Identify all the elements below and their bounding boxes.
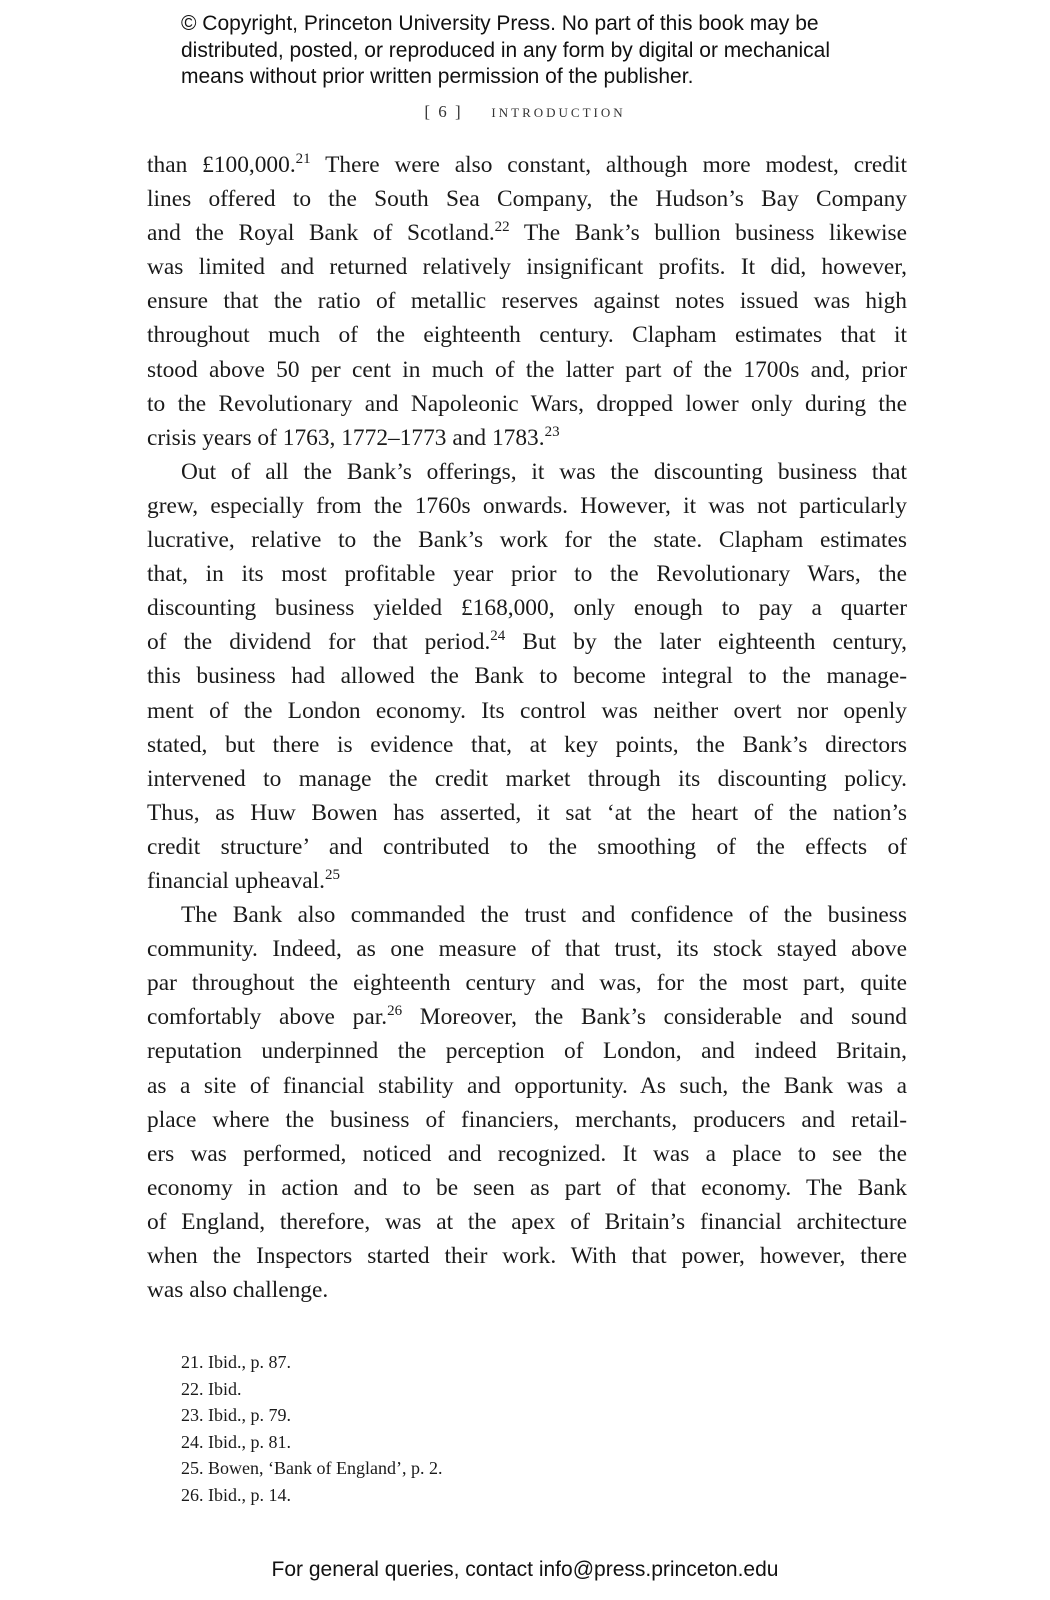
text-line: intervened to manage the credit market through its discounting policy. xyxy=(147,765,907,792)
text-line: The Bank also commanded the trust and confidence of the business xyxy=(181,902,907,929)
paragraph xyxy=(147,148,907,455)
text-line: than £100,000.21 There were also constant, although more modest, credit xyxy=(147,151,907,178)
text-line: when the Inspectors started their work. With that power, however, there xyxy=(147,1243,907,1269)
footnote-ref: 26 xyxy=(387,1003,403,1020)
paragraph xyxy=(147,455,907,898)
text-line: as a site of financial stability and opportunity. As such, the Bank was a xyxy=(147,1072,907,1099)
text-line: grew, especially from the 1760s onwards. However, it was not particularly xyxy=(147,492,907,519)
text-line: that, in its most profitable year prior to the Revolutionary Wars, the xyxy=(147,561,907,588)
text-line: and the Royal Bank of Scotland.$^{22}$ The Bank’s bullion business likewise xyxy=(147,219,907,247)
copyright-line: distributed, posted, or reproduced in any form by digital or mechanical xyxy=(181,38,831,62)
text-line: lines offered to the South Sea Company, the Hudson’s Bay Company xyxy=(147,186,907,213)
footnote-ref: 23 xyxy=(544,423,560,440)
footer-contact: For general queries, contact info@press.princeton.edu xyxy=(271,1558,779,1581)
text-line: of the dividend for that period.$^{24}$ But by the later eighteenth century, xyxy=(147,628,907,656)
text-line: to the Revolutionary and Napoleonic Wars, dropped lower only during the xyxy=(147,390,907,417)
text-line: discounting business yielded £168,000, only enough to pay a quarter xyxy=(147,595,907,622)
text-line: comfortably above par.$^{26}$ Moreover, the Bank’s considerable and sound xyxy=(147,1003,907,1031)
text-line: this business had allowed the Bank to become integral to the manage- xyxy=(147,663,907,690)
footnote: 25. Bowen, ‘Bank of England’, p. 2. xyxy=(181,1458,443,1479)
footnote-ref: 24 xyxy=(490,628,506,645)
text-line: was also challenge. xyxy=(147,1277,329,1304)
text-line: stood above 50 per cent in much of the latter part of the 1700s and, prior xyxy=(147,356,907,383)
text-line: was limited and returned relatively insignificant profits. It did, however, xyxy=(147,254,907,281)
copyright-notice xyxy=(181,11,901,91)
footnotes xyxy=(181,1349,781,1509)
running-head xyxy=(0,101,1050,123)
body-text xyxy=(147,148,907,1307)
footnote: 26. Ibid., p. 14. xyxy=(181,1484,291,1505)
text-line: place where the business of financiers, merchants, producers and retail- xyxy=(147,1106,907,1133)
footnote-ref: 25 xyxy=(324,866,340,883)
text-line: stated, but there is evidence that, at key points, the Bank’s directors xyxy=(147,731,907,758)
page-number: [ 6 ] xyxy=(424,102,463,121)
text-line: ment of the London economy. Its control was neither overt nor openly xyxy=(147,697,907,724)
text-line: throughout much of the eighteenth century. Clapham estimates that it xyxy=(147,322,907,349)
footnote: 22. Ibid. xyxy=(181,1378,242,1399)
text-line: community. Indeed, as one measure of that trust, its stock stayed above xyxy=(147,936,907,963)
copyright-line: means without prior written permission of the publisher. xyxy=(181,65,694,88)
footnote: 21. Ibid., p. 87. xyxy=(181,1352,291,1372)
paragraph xyxy=(147,898,907,1307)
text-line: lucrative, relative to the Bank’s work for the state. Clapham estimates xyxy=(147,527,907,554)
copyright-line: © Copyright, Princeton University Press. No part of this book may be xyxy=(181,12,819,35)
text-line: crisis years of 1763, 1772–1773 and 1783.23 xyxy=(147,423,560,451)
footnote: 23. Ibid., p. 79. xyxy=(181,1405,291,1426)
text-line: of England, therefore, was at the apex of Britain’s financial architecture xyxy=(147,1208,907,1235)
text-line: credit structure’ and contributed to the smoothing of the effects of xyxy=(147,833,907,860)
section-title: introduction xyxy=(491,101,626,122)
footnote: 24. Ibid., p. 81. xyxy=(181,1431,291,1452)
text-line: ensure that the ratio of metallic reserves against notes issued was high xyxy=(147,288,907,315)
text-line: financial upheaval.$^{25}$ xyxy=(147,866,340,894)
text-line: Out of all the Bank’s offerings, it was the discounting business that xyxy=(181,458,907,485)
text-line: ers was performed, noticed and recognized. It was a place to see the xyxy=(147,1140,907,1167)
text-line: Thus, as Huw Bowen has asserted, it sat ‘at the heart of the nation’s xyxy=(147,799,907,826)
footnote-ref: 22 xyxy=(494,219,510,236)
footnote-ref: 21 xyxy=(295,151,311,167)
text-line: economy in action and to be seen as part of that economy. The Bank xyxy=(147,1174,907,1201)
text-line: reputation underpinned the perception of London, and indeed Britain, xyxy=(147,1038,907,1065)
text-line: par throughout the eighteenth century and was, for the most part, quite xyxy=(147,970,907,997)
